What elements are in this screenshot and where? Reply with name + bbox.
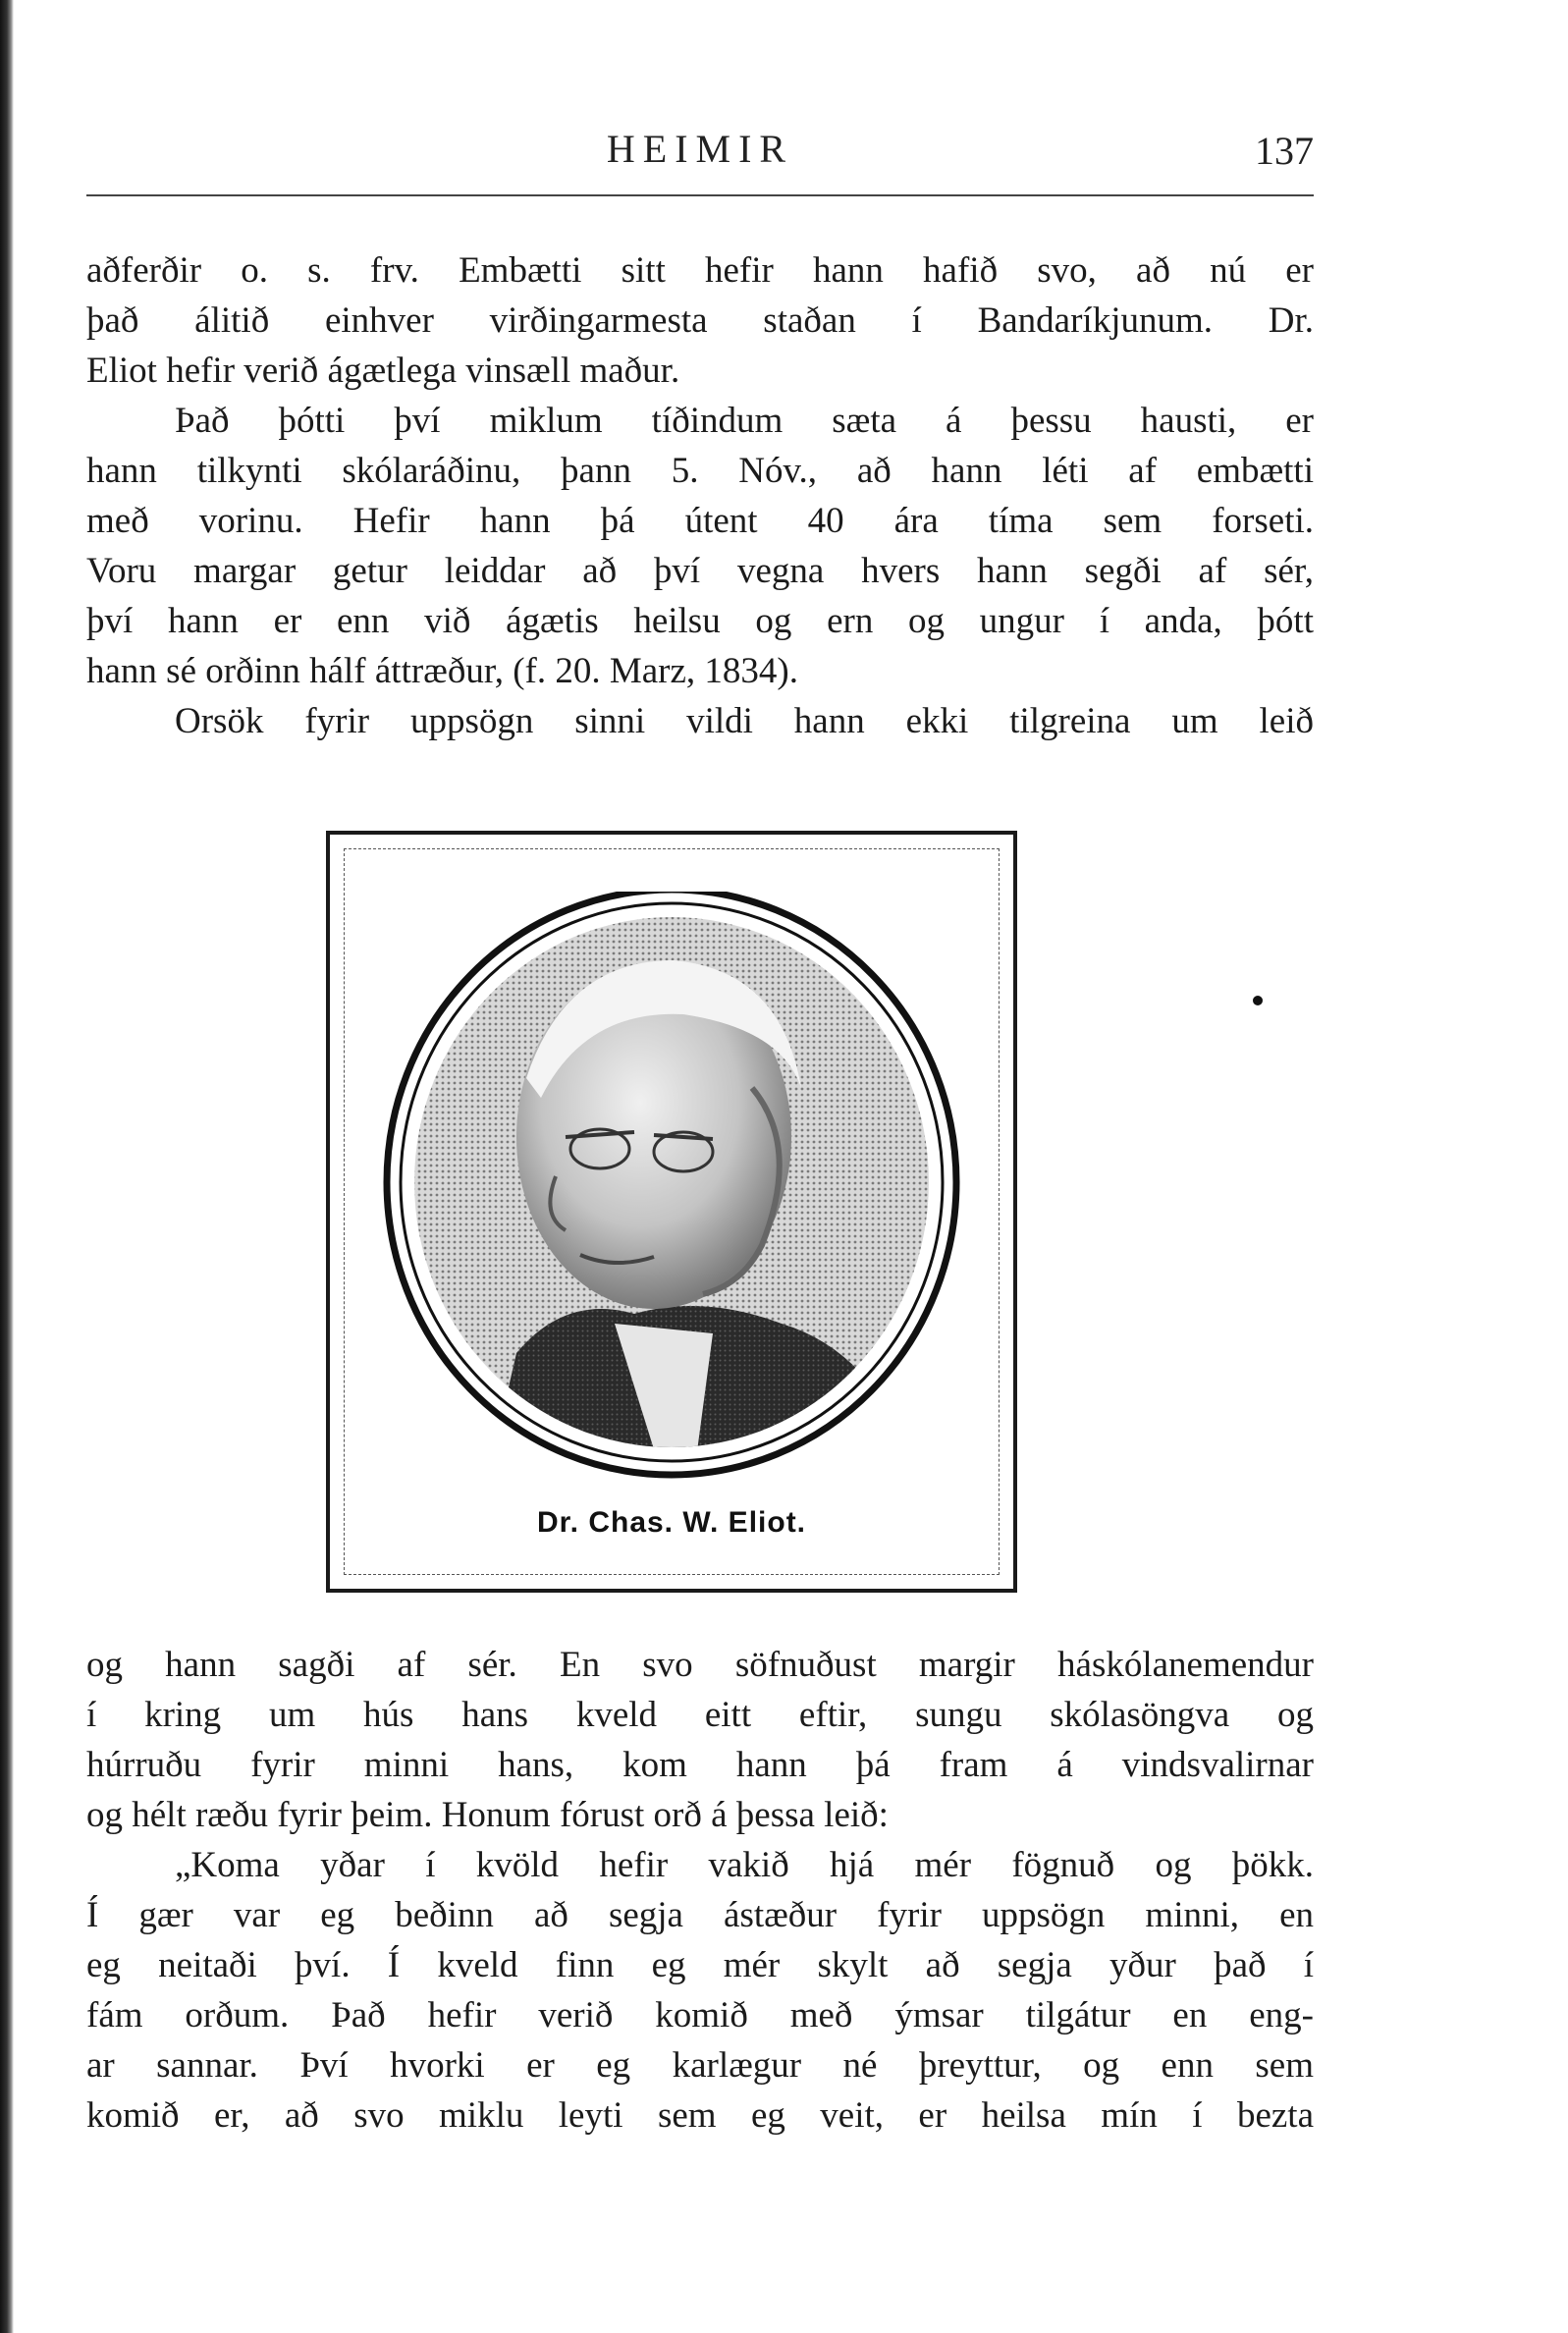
text-line: „Koma yðar í kvöld hefir vakið hjá mér fögnuð og þökk. bbox=[175, 1845, 1314, 1885]
binding-edge bbox=[0, 0, 14, 2333]
page-number: 137 bbox=[1255, 129, 1314, 173]
text-line: og hélt ræðu fyrir þeim. Honum fórust orð á þessa leið: bbox=[86, 1795, 889, 1835]
portrait-figure bbox=[326, 831, 1017, 1593]
text-block-top bbox=[86, 245, 1314, 746]
text-line: í kring um hús hans kveld eitt eftir, sungu skólasöngva og bbox=[86, 1695, 1314, 1735]
ink-speck bbox=[1253, 996, 1263, 1005]
text-line: Það þótti því miklum tíðindum sæta á þessu hausti, er bbox=[175, 401, 1314, 441]
text-line: því hann er enn við ágætis heilsu og ern og ungur í anda, þótt bbox=[86, 601, 1314, 641]
text-line: fám orðum. Það hefir verið komið með ýmsar tilgátur en eng- bbox=[86, 1995, 1314, 2035]
figure-caption: Dr. Chas. W. Eliot. bbox=[536, 1506, 807, 1539]
running-head bbox=[86, 126, 1314, 185]
text-line: ar sannar. Því hvorki er eg karlægur né þreyttur, og enn sem bbox=[86, 2045, 1314, 2086]
text-line: hann tilkynti skólaráðinu, þann 5. Nóv., að hann léti af embætti bbox=[86, 451, 1314, 491]
text-line: og hann sagði af sér. En svo söfnuðust margir háskólanemendur bbox=[86, 1645, 1314, 1685]
header-rule bbox=[86, 194, 1314, 196]
text-line: Voru margar getur leiddar að því vegna hvers hann segði af sér, bbox=[86, 551, 1314, 591]
text-line: Eliot hefir verið ágætlega vinsæll maður. bbox=[86, 351, 680, 391]
text-line: Orsök fyrir uppsögn sinni vildi hann ekki tilgreina um leið bbox=[175, 701, 1314, 741]
text-line: það álitið einhver virðingarmesta staðan í Bandaríkjunum. Dr. bbox=[86, 300, 1314, 341]
text-line: komið er, að svo miklu leyti sem eg veit, er heilsa mín í bezta bbox=[86, 2095, 1314, 2136]
text-block-bottom bbox=[86, 1640, 1314, 2141]
text-line: húrruðu fyrir minni hans, kom hann þá fram á vindsvalirnar bbox=[86, 1745, 1314, 1785]
text-line: með vorinu. Hefir hann þá útent 40 ára tíma sem forseti. bbox=[86, 501, 1314, 541]
text-line: aðferðir o. s. frv. Embætti sitt hefir hann hafið svo, að nú er bbox=[86, 250, 1314, 291]
text-line: eg neitaði því. Í kveld finn eg mér skylt að segja yður það í bbox=[86, 1945, 1314, 1985]
text-line: hann sé orðinn hálf áttræður, (f. 20. Marz, 1834). bbox=[86, 651, 798, 691]
text-line: Í gær var eg beðinn að segja ástæður fyrir uppsögn minni, en bbox=[86, 1895, 1314, 1935]
portrait-image bbox=[369, 892, 974, 1481]
running-title: HEIMIR bbox=[606, 127, 794, 171]
